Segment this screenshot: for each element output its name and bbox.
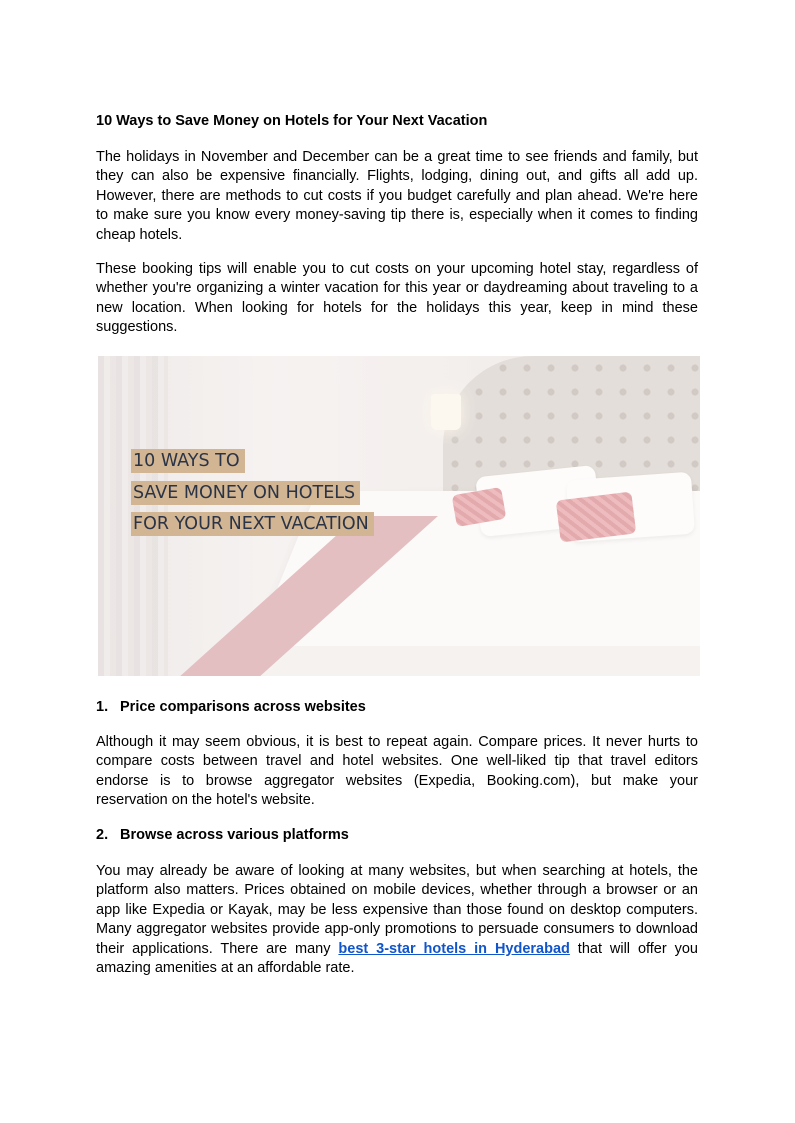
section-paragraph-1: Although it may seem obvious, it is best to repeat again. Compare prices. It never hurts to compare costs between travel and hotel websites. One well-liked tip that travel editors endorse is to browse aggregator websites (Expedia, Booking.com), but make your reservation on the hotel's website.	[96, 734, 698, 809]
paragraph-text: You may already be aware of looking at many websites, but when searching at hotels, the platform also matters. Prices obtained on mobile devices, whether through a browser or an app like Expedia or Kayak, may be less expensive than those found on desktop computers. Many aggregator websites provide app-only promotions to persuade consumers to download their applications. There are many	[96, 863, 698, 957]
hero-image	[98, 356, 700, 676]
section-heading-text: Price comparisons across websites	[120, 699, 366, 715]
paragraph-text: that will offer you amazing amenities at an affordable rate.	[96, 940, 698, 977]
section-number: 2.	[96, 827, 109, 843]
caption-line-1: 10 WAYS TO	[131, 449, 245, 473]
section-heading-text: Browse across various platforms	[120, 827, 349, 843]
section-paragraph-2	[96, 862, 698, 978]
intro-paragraph-2: These booking tips will enable you to cut costs on your upcoming hotel stay, regardless of whether you're organizing a winter vacation for this year or daydreaming about traveling to a new location. When looking for hotels for the holidays this year, keep in mind these suggestions.	[96, 261, 698, 336]
section-heading-2	[96, 826, 349, 844]
section-heading-1	[96, 698, 366, 716]
hotels-hyderabad-link[interactable]: best 3-star hotels in Hyderabad	[338, 940, 570, 957]
hero-caption	[131, 447, 374, 542]
caption-line-2: SAVE MONEY ON HOTELS	[131, 481, 360, 505]
page-title: 10 Ways to Save Money on Hotels for Your Next Vacation	[96, 113, 488, 129]
caption-line-3: FOR YOUR NEXT VACATION	[131, 512, 374, 536]
section-number: 1.	[96, 699, 109, 715]
intro-paragraph-1: The holidays in November and December can be a great time to see friends and family, but they can also be expensive financially. Flights, lodging, dining out, and gifts all add up. However, there are methods to cut costs if you budget carefully and plan ahead. We're here to make sure you know every money-saving tip there is, especially when it comes to finding cheap hotels.	[96, 149, 698, 243]
